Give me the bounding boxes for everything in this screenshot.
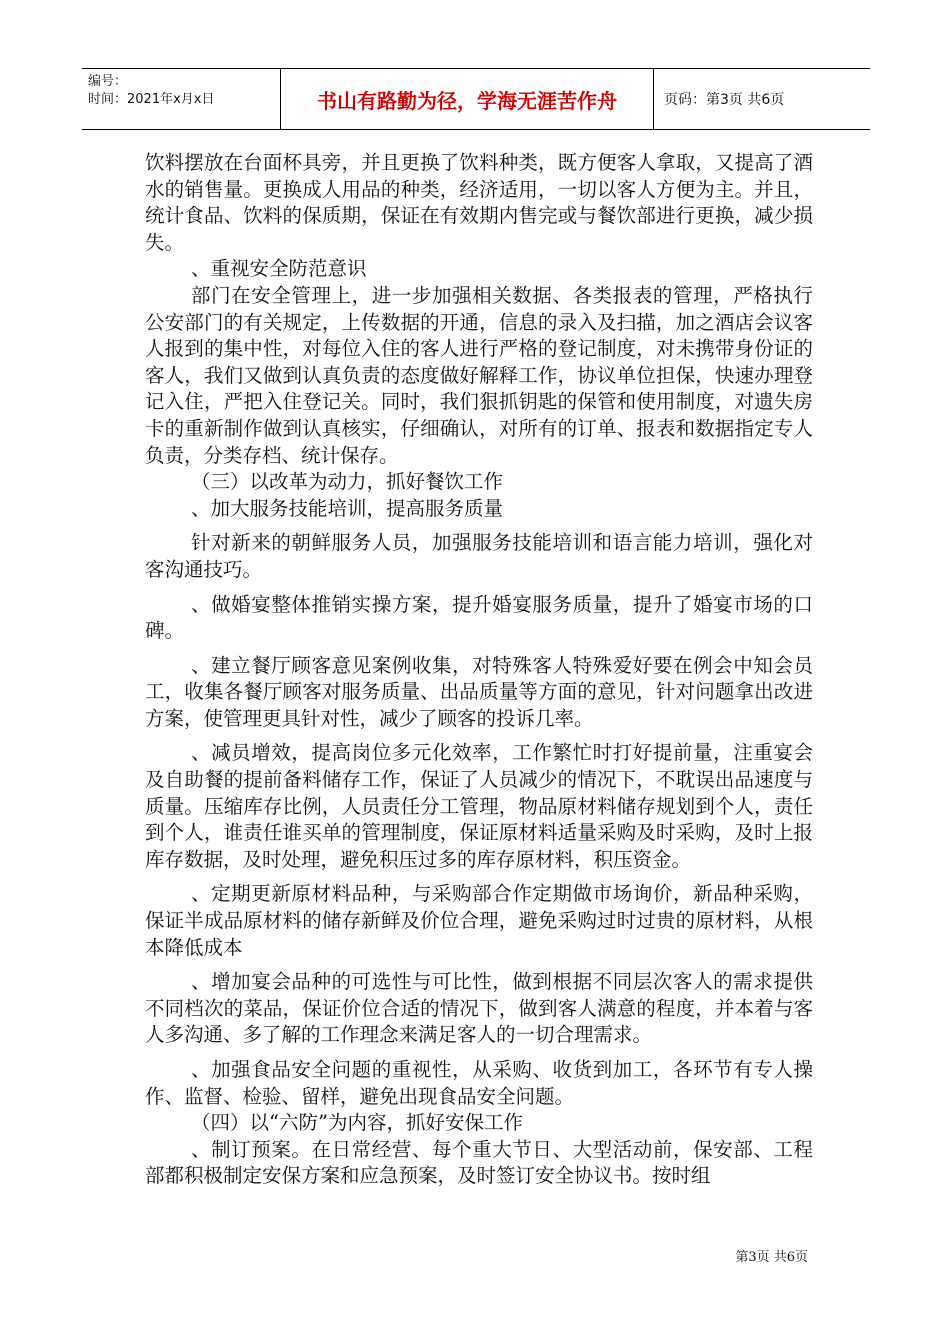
document-number: 编号：	[88, 74, 128, 89]
section-heading: 、重视安全防范意识	[191, 257, 367, 281]
paragraph: 针对新来的朝鲜服务人员，加强服务技能培训和语言能力培训，强化对客沟通技巧。	[145, 531, 813, 581]
paragraph: 饮料摆放在台面杯具旁，并且更换了饮料种类，既方便客人拿取，又提高了酒水的销售量。更换成人用品的种类，经济适用，一切以客人方便为主。并且，统计食品、饮料的保质期，保证在有效期内售完或与餐饮部进行更换，减少损失。	[145, 151, 813, 254]
paragraph: 、加强食品安全问题的重视性，从采购、收货到加工，各环节有专人操作、监督、检验、留样，避免出现食品安全问题。	[145, 1058, 813, 1108]
document-time: 时间：2021年x月x日	[88, 92, 215, 107]
header-motto: 书山有路勤为径，学海无涯苦作舟	[280, 69, 654, 129]
paragraph: 、增加宴会品种的可选性与可比性，做到根据不同层次客人的需求提供不同档次的菜品，保证价位合适的情况下，做到客人满意的程度，并本着与客人多沟通、多了解的工作理念来满足客人的一切合理需求。	[145, 970, 813, 1047]
paragraph: 、建立餐厅顾客意见案例收集，对特殊客人特殊爱好要在例会中知会员工，收集各餐厅顾客对服务质量、出品质量等方面的意见，针对问题拿出改进方案，使管理更具针对性，减少了顾客的投诉几率。	[145, 653, 813, 730]
paragraph: 、做婚宴整体推销实操方案，提升婚宴服务质量，提升了婚宴市场的口碑。	[145, 592, 813, 643]
page-header	[82, 68, 870, 130]
header-meta	[82, 69, 280, 129]
paragraph: 、减员增效，提高岗位多元化效率，工作繁忙时打好提前量，注重宴会及自助餐的提前备料储存工作，保证了人员减少的情况下，不耽误出品速度与质量。压缩库存比例，人员责任分工管理，物品原材料储存规划到个人，责任到个人，谁责任谁买单的管理制度，保证原材料适量采购及时采购，及时上报库存数据，及时处理，避免积压过多的库存原材料，积压资金。	[145, 741, 813, 871]
paragraph: 、定期更新原材料品种，与采购部合作定期做市场询价，新品种采购，保证半成品原材料的储存新鲜及价位合理，避免采购过时过贵的原材料，从根本降低成本	[145, 882, 813, 959]
page-footer: 第3页 共6页	[735, 1250, 808, 1265]
paragraph: 部门在安全管理上，进一步加强相关数据、各类报表的管理，严格执行公安部门的有关规定，上传数据的开通，信息的录入及扫描，加之酒店会议客人报到的集中性，对每位入住的客人进行严格的登记制度，对未携带身份证的客人，我们又做到认真负责的态度做好解释工作，协议单位担保，快速办理登记入住，严把入住登记关。同时，我们狠抓钥匙的保管和使用制度，对遗失房卡的重新制作做到认真核实，仔细确认，对所有的订单、报表和数据指定专人负责，分类存档、统计保存。	[145, 283, 813, 467]
section-heading: 、加大服务技能培训，提高服务质量	[191, 496, 504, 520]
paragraph: 、制订预案。在日常经营、每个重大节日、大型活动前，保安部、工程部都积极制定安保方案和应急预案，及时签订安全协议书。按时组	[145, 1137, 813, 1188]
section-heading: （三）以改革为动力，抓好餐饮工作	[191, 470, 504, 494]
document-body	[145, 150, 813, 1190]
header-page-number: 页码：第3页 共6页	[664, 92, 785, 108]
section-heading: （四）以“六防”为内容，抓好安保工作	[191, 1111, 523, 1135]
